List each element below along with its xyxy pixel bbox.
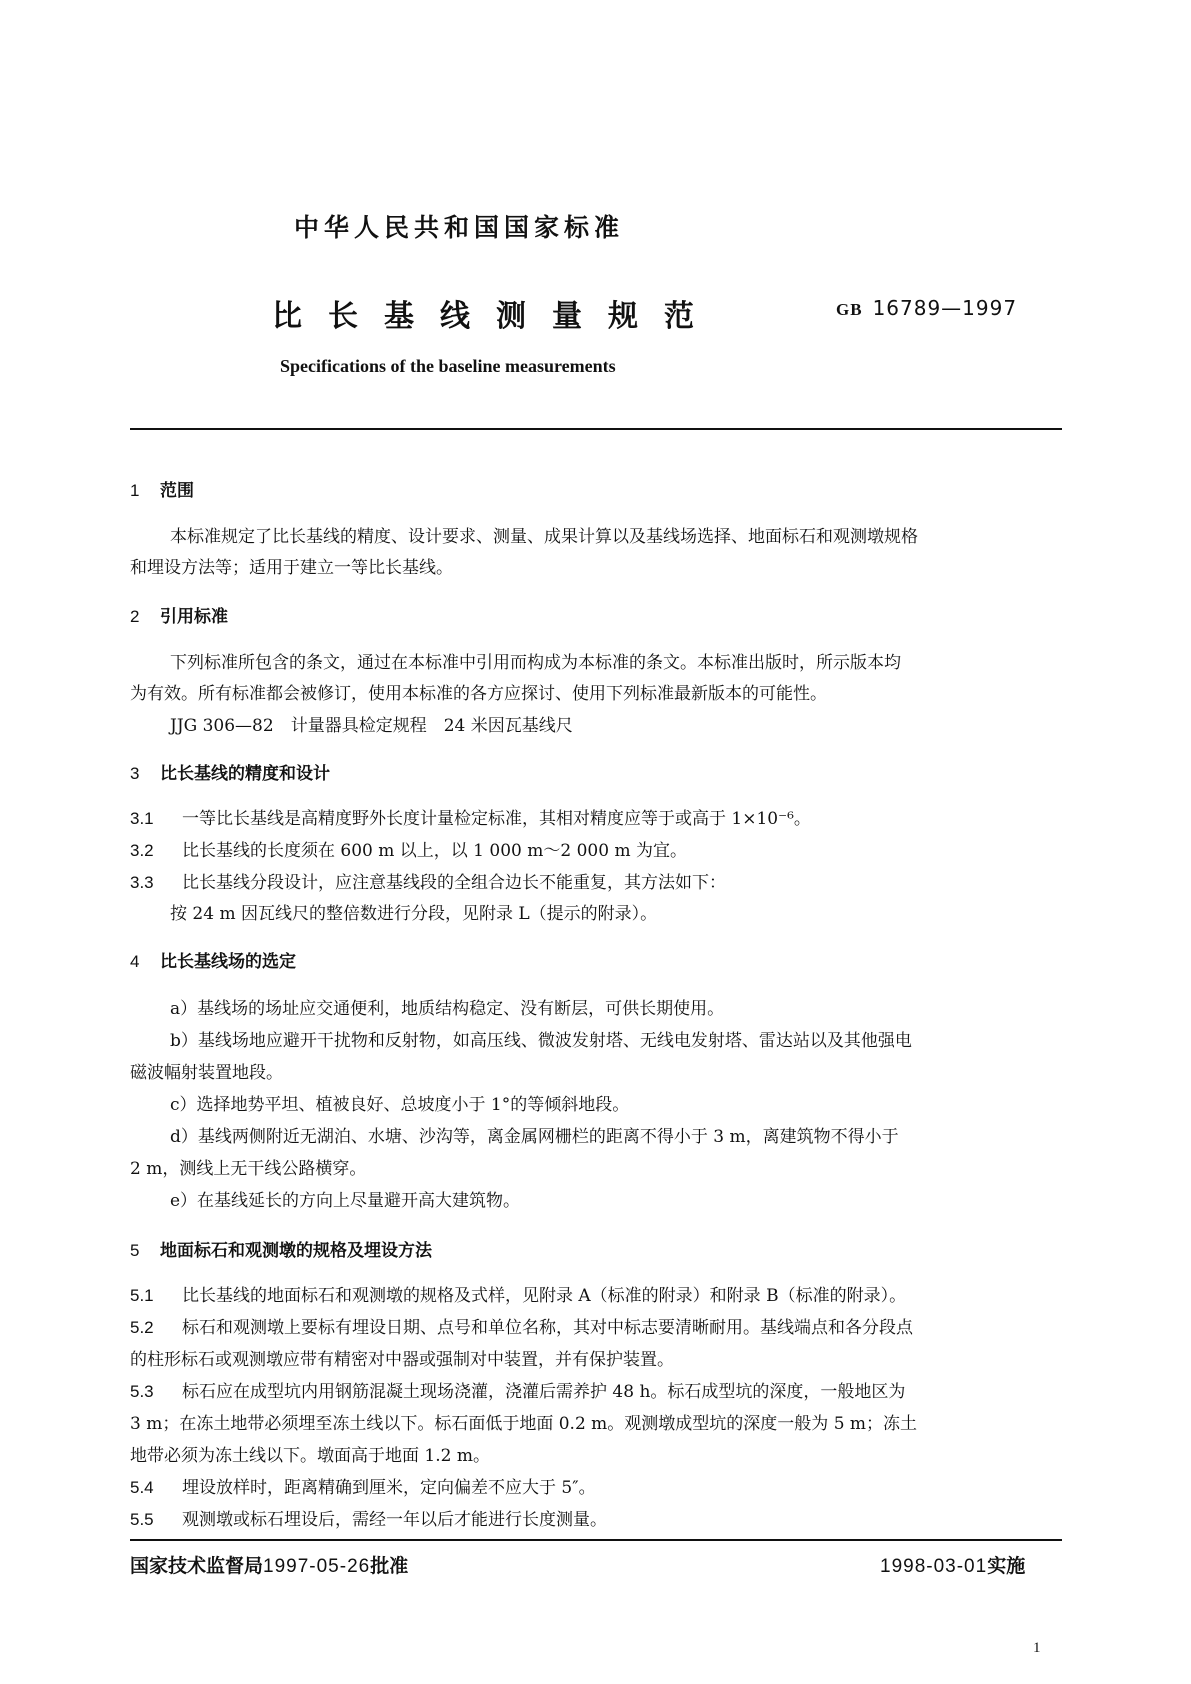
standard-prefix: GB <box>836 300 863 319</box>
section-5-heading: 5 地面标石和观测墩的规格及埋设方法 <box>130 1241 432 1261</box>
clause-5-2: 5.2 标石和观测墩上要标有埋设日期、点号和单位名称，其对中标志要清晰耐用。基线端点和各分段点 <box>130 1318 913 1338</box>
paragraph: 按 24 m 因瓦线尺的整倍数进行分段，见附录 L（提示的附录）。 <box>170 904 658 924</box>
approval-line: 国家技术监督局1997-05-26批准 <box>130 1555 409 1577</box>
paragraph: 2 m，测线上无干线公路横穿。 <box>130 1159 367 1179</box>
standard-number <box>836 296 1017 320</box>
page-number: 1 <box>1033 1640 1041 1656</box>
clause-5-1: 5.1 比长基线的地面标石和观测墩的规格及式样，见附录 A（标准的附录）和附录 B（标准的附录）。 <box>130 1286 907 1306</box>
paragraph: 磁波幅射装置地段。 <box>130 1063 283 1083</box>
section-2-heading: 2 引用标准 <box>130 607 228 627</box>
paragraph: 地带必须为冻土线以下。墩面高于地面 1.2 m。 <box>130 1446 490 1466</box>
english-title: Specifications of the baseline measurements <box>280 356 616 376</box>
paragraph: 的柱形标石或观测墩应带有精密对中器或强制对中装置，并有保护装置。 <box>130 1350 674 1370</box>
paragraph: 3 m；在冻土地带必须埋至冻土线以下。标石面低于地面 0.2 m。观测墩成型坑的深度一般为 5 m；冻土 <box>130 1414 918 1434</box>
paragraph: 本标准规定了比长基线的精度、设计要求、测量、成果计算以及基线场选择、地面标石和观测墩规格 <box>170 527 918 547</box>
clause-5-3: 5.3 标石应在成型坑内用钢筋混凝土现场浇灌，浇灌后需养护 48 h。标石成型坑的深度，一般地区为 <box>130 1382 906 1402</box>
paragraph: 和埋设方法等；适用于建立一等比长基线。 <box>130 558 453 578</box>
header-rule <box>130 428 1062 430</box>
clause-5-4: 5.4 埋设放样时，距离精确到厘米，定向偏差不应大于 5″。 <box>130 1478 596 1498</box>
list-item: e）在基线延长的方向上尽量避开高大建筑物。 <box>170 1191 521 1211</box>
standard-code: 16789—1997 <box>872 296 1018 320</box>
reference-item: JJG 306—82 计量器具检定规程 24 米因瓦基线尺 <box>170 716 573 736</box>
footer-rule <box>130 1539 1062 1541</box>
document-title: 比长基线测量规范 <box>272 299 720 334</box>
paragraph: 下列标准所包含的条文，通过在本标准中引用而构成为本标准的条文。本标准出版时，所示版本均 <box>170 653 901 673</box>
list-item: a）基线场的场址应交通便利，地质结构稳定、没有断层，可供长期使用。 <box>170 999 725 1019</box>
clause-3-3: 3.3 比长基线分段设计，应注意基线段的全组合边长不能重复，其方法如下： <box>130 873 726 893</box>
list-item: d）基线两侧附近无湖泊、水塘、沙沟等，离金属网栅栏的距离不得小于 3 m，离建筑物不得小于 <box>170 1127 899 1147</box>
list-item: b）基线场地应避开干扰物和反射物，如高压线、微波发射塔、无线电发射塔、雷达站以及其他强电 <box>170 1031 912 1051</box>
section-3-heading: 3 比长基线的精度和设计 <box>130 764 330 784</box>
clause-3-1: 3.1 一等比长基线是高精度野外长度计量检定标准，其相对精度应等于或高于 1×10⁻⁶。 <box>130 809 811 829</box>
clause-3-2: 3.2 比长基线的长度须在 600 m 以上，以 1 000 m～2 000 m 为宜。 <box>130 841 687 861</box>
section-4-heading: 4 比长基线场的选定 <box>130 952 296 972</box>
list-item: c）选择地势平坦、植被良好、总坡度小于 1°的等倾斜地段。 <box>170 1095 630 1115</box>
paragraph: 为有效。所有标准都会被修订，使用本标准的各方应探讨、使用下列标准最新版本的可能性。 <box>130 684 827 704</box>
org-title: 中华人民共和国国家标准 <box>294 213 625 242</box>
section-1-heading: 1 范围 <box>130 481 194 501</box>
implementation-line: 1998-03-01实施 <box>880 1555 1026 1577</box>
clause-5-5: 5.5 观测墩或标石埋设后，需经一年以后才能进行长度测量。 <box>130 1510 607 1530</box>
